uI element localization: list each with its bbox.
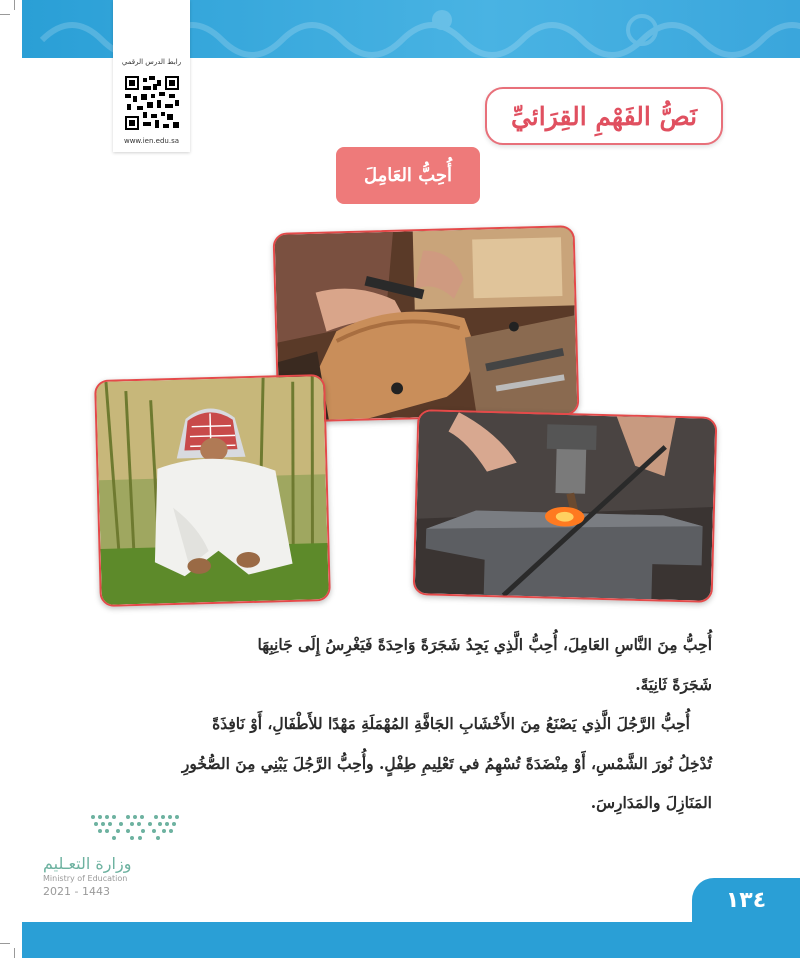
crop-mark: [14, 948, 15, 958]
lesson-subtitle: أُحِبُّ العَامِلَ: [336, 147, 480, 204]
qr-url[interactable]: www.ien.edu.sa: [123, 137, 180, 145]
text-line: شَجَرَةً ثَانِيَةً.: [635, 674, 712, 694]
crop-mark: [0, 943, 10, 944]
farmer-photo: [94, 374, 331, 607]
reading-text: [88, 625, 712, 823]
crop-mark: [14, 0, 15, 10]
blacksmith-photo: [413, 409, 718, 603]
page-number: ١٣٤: [692, 878, 800, 922]
text-line: تُدْخِلُ نُورَ الشَّمْسِ، أَوْ مِنْضَدَةً تُسْهِمُ في تَعْلِيمِ طِفْلٍ. وأُحِبُّ الرَّجُلَ يَبْنِي مِنَ الصُّخُورِ: [181, 753, 712, 773]
qr-code-icon[interactable]: [125, 76, 179, 130]
bottom-banner: [22, 922, 800, 958]
ministry-name-en: Ministry of Education: [43, 874, 128, 883]
edition-year: 2021 - 1443: [43, 885, 110, 898]
page-title: نَصُّ الفَهْمِ القِرَائيِّ: [485, 87, 723, 145]
ministry-name-ar: وزارة التعـليم: [43, 854, 132, 873]
paragraph-1: [88, 625, 712, 704]
blacksmith-photo-icon: [415, 411, 716, 601]
text-line: أُحِبُّ مِنَ النَّاسِ العَامِلَ، أُحِبُّ الَّذِي يَجِدُ شَجَرَةً وَاحِدَةً فَيَغْرِسُ إِلَى جَانِبِهَا: [257, 635, 712, 654]
qr-card[interactable]: [113, 0, 190, 152]
crop-mark: [0, 14, 10, 15]
ministry-dots-icon: [88, 812, 184, 842]
paragraph-2: [88, 704, 712, 823]
text-line: المَنَازِلَ والمَدَارِسَ.: [590, 793, 712, 813]
farmer-photo-icon: [96, 376, 329, 605]
text-line: أُحِبُّ الرَّجُلَ الَّذِي يَصْنَعُ مِنَ الأَخْشَابِ الجَافَّةِ المُهْمَلَةِ مَهْدًا للأَطْفَالِ، أَوْ نَافِذَةً: [212, 714, 690, 734]
ministry-logo: [40, 812, 190, 902]
qr-label: رابط الدرس الرقمي: [121, 58, 182, 66]
